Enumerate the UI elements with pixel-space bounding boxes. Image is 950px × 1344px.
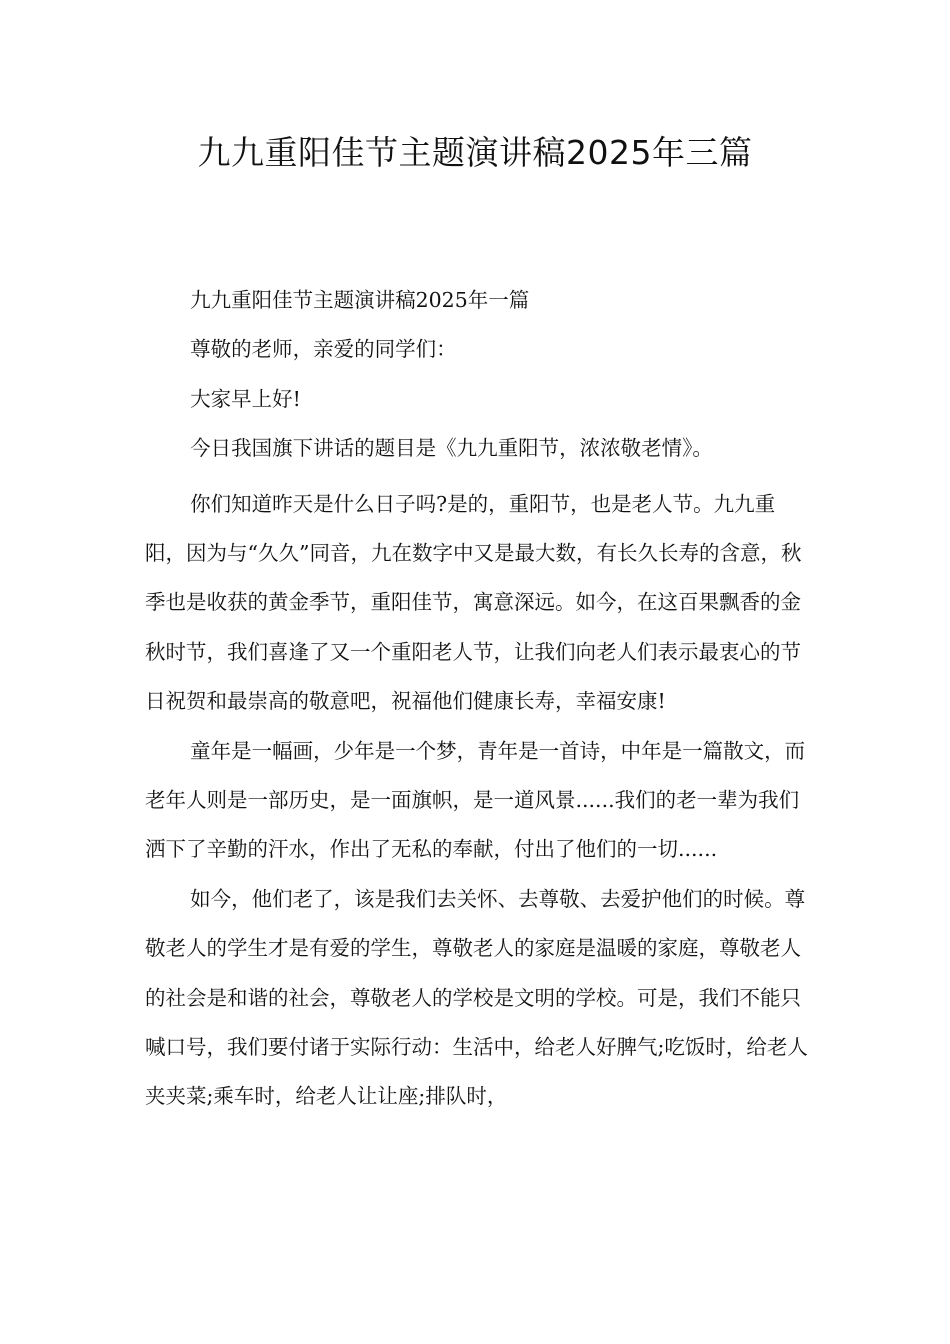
speech-topic: 今日我国旗下讲话的题目是《九九重阳节，浓浓敬老情》。 bbox=[190, 436, 713, 461]
section-heading: 九九重阳佳节主题演讲稿2025年一篇 bbox=[190, 288, 530, 312]
document-title: 九九重阳佳节主题演讲稿2025年三篇 bbox=[197, 133, 753, 172]
body-paragraph: 童年是一幅画，少年是一个梦，青年是一首诗，中年是一篇散文，而老年人则是一部历史，是一面旗帜，是一道风景......我们的老一辈为我们洒下了辛勤的汗水，作出了无私的奉献，付出了他们的一切...... bbox=[145, 738, 806, 862]
body-paragraph: 如今，他们老了，该是我们去关怀、去尊敬、去爱护他们的时候。尊敬老人的学生才是有爱的学生，尊敬老人的家庭是温暖的家庭，尊敬老人的社会是和谐的社会，尊敬老人的学校是文明的学校。可是，我们不能只喊口号，我们要付诸于实际行动：生活中，给老人好脾气;吃饭时，给老人夹夹菜;乘车时，给老人让让座;排队时， bbox=[145, 886, 808, 1109]
document-body bbox=[145, 282, 815, 1122]
salutation: 尊敬的老师，亲爱的同学们： bbox=[190, 337, 457, 362]
body-paragraph: 你们知道昨天是什么日子吗?是的，重阳节，也是老人节。九九重阳，因为与“久久”同音，九在数字中又是最大数，有长久长寿的含意，秋季也是收获的黄金季节，重阳佳节，寓意深远。如今，在这百果飘香的金秋时节，我们喜逢了又一个重阳老人节，让我们向老人们表示最衷心的节日祝贺和最崇高的敬意吧，祝福他们健康长寿，幸福安康! bbox=[145, 491, 802, 714]
greeting: 大家早上好! bbox=[190, 386, 301, 411]
